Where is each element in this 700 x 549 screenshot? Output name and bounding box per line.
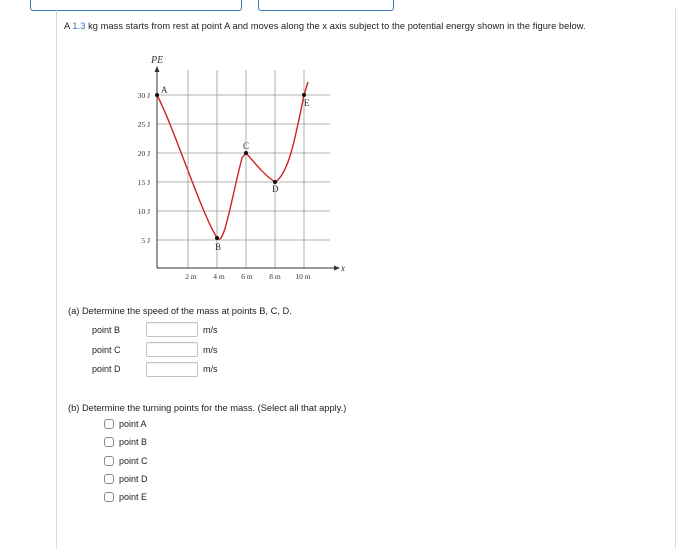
y-tick-15: 15 J: [137, 178, 150, 187]
checkbox-point-d[interactable]: [104, 474, 114, 484]
option-point-c-label: point C: [119, 456, 148, 466]
option-point-b-label: point B: [119, 437, 148, 447]
speed-b-unit: m/s: [203, 325, 218, 335]
point-b-label: B: [215, 242, 222, 252]
point-d-label: D: [272, 184, 279, 194]
y-tick-10: 10 J: [137, 207, 150, 216]
checkbox-point-c[interactable]: [104, 456, 114, 466]
speed-c-input[interactable]: [146, 342, 198, 357]
intro-suffix: kg mass starts from rest at point A and moves along the x axis subject to the potential energy shown in the figure below.: [85, 21, 586, 31]
point-c-marker: [244, 151, 248, 155]
point-a-marker: [155, 93, 159, 97]
option-point-d-label: point D: [119, 474, 148, 484]
y-tick-30: 30 J: [137, 91, 150, 100]
point-e-label: E: [304, 98, 310, 108]
y-tick-25: 25 J: [137, 120, 150, 129]
speed-c-unit: m/s: [203, 345, 218, 355]
option-point-e-label: point E: [119, 492, 148, 502]
option-point-e[interactable]: [104, 492, 147, 502]
point-b-marker: [215, 236, 219, 240]
checkbox-point-a[interactable]: [104, 419, 114, 429]
y-tick-20: 20 J: [137, 149, 150, 158]
potential-energy-graph: [120, 50, 360, 290]
y-axis-label: PE: [151, 55, 164, 66]
point-c-label-a: point C: [92, 345, 121, 355]
x-tick-10: 10 m: [295, 272, 311, 281]
option-point-b[interactable]: [104, 437, 147, 447]
x-tick-2: 2 m: [185, 272, 197, 281]
part-b-prompt: (b) Determine the turning points for the mass. (Select all that apply.): [68, 403, 347, 413]
point-d-label-a: point D: [92, 364, 121, 374]
part-a-prompt: (a) Determine the speed of the mass at points B, C, D.: [68, 306, 292, 316]
point-c-label: C: [243, 141, 250, 151]
x-axis-arrow-icon: [334, 266, 340, 271]
speed-b-input[interactable]: [146, 322, 198, 337]
option-point-c[interactable]: [104, 456, 148, 466]
problem-statement: [64, 21, 586, 31]
potential-energy-curve: [157, 82, 308, 239]
speed-d-input[interactable]: [146, 362, 198, 377]
y-tick-5: 5 J: [141, 236, 150, 245]
option-point-d[interactable]: [104, 474, 148, 484]
y-axis-arrow-icon: [155, 66, 160, 72]
point-b-label-a: point B: [92, 325, 121, 335]
checkbox-point-e[interactable]: [104, 492, 114, 502]
checkbox-point-b[interactable]: [104, 437, 114, 447]
intro-prefix: A: [64, 21, 73, 31]
point-a-label: A: [161, 85, 168, 95]
option-point-a-label: point A: [119, 419, 147, 429]
option-point-a[interactable]: [104, 419, 147, 429]
mass-value: 1.3: [72, 21, 86, 31]
x-tick-4: 4 m: [213, 272, 225, 281]
x-tick-8: 8 m: [269, 272, 281, 281]
point-e-marker: [302, 93, 306, 97]
x-axis-label: x: [341, 263, 345, 273]
x-tick-6: 6 m: [241, 272, 253, 281]
speed-d-unit: m/s: [203, 364, 218, 374]
